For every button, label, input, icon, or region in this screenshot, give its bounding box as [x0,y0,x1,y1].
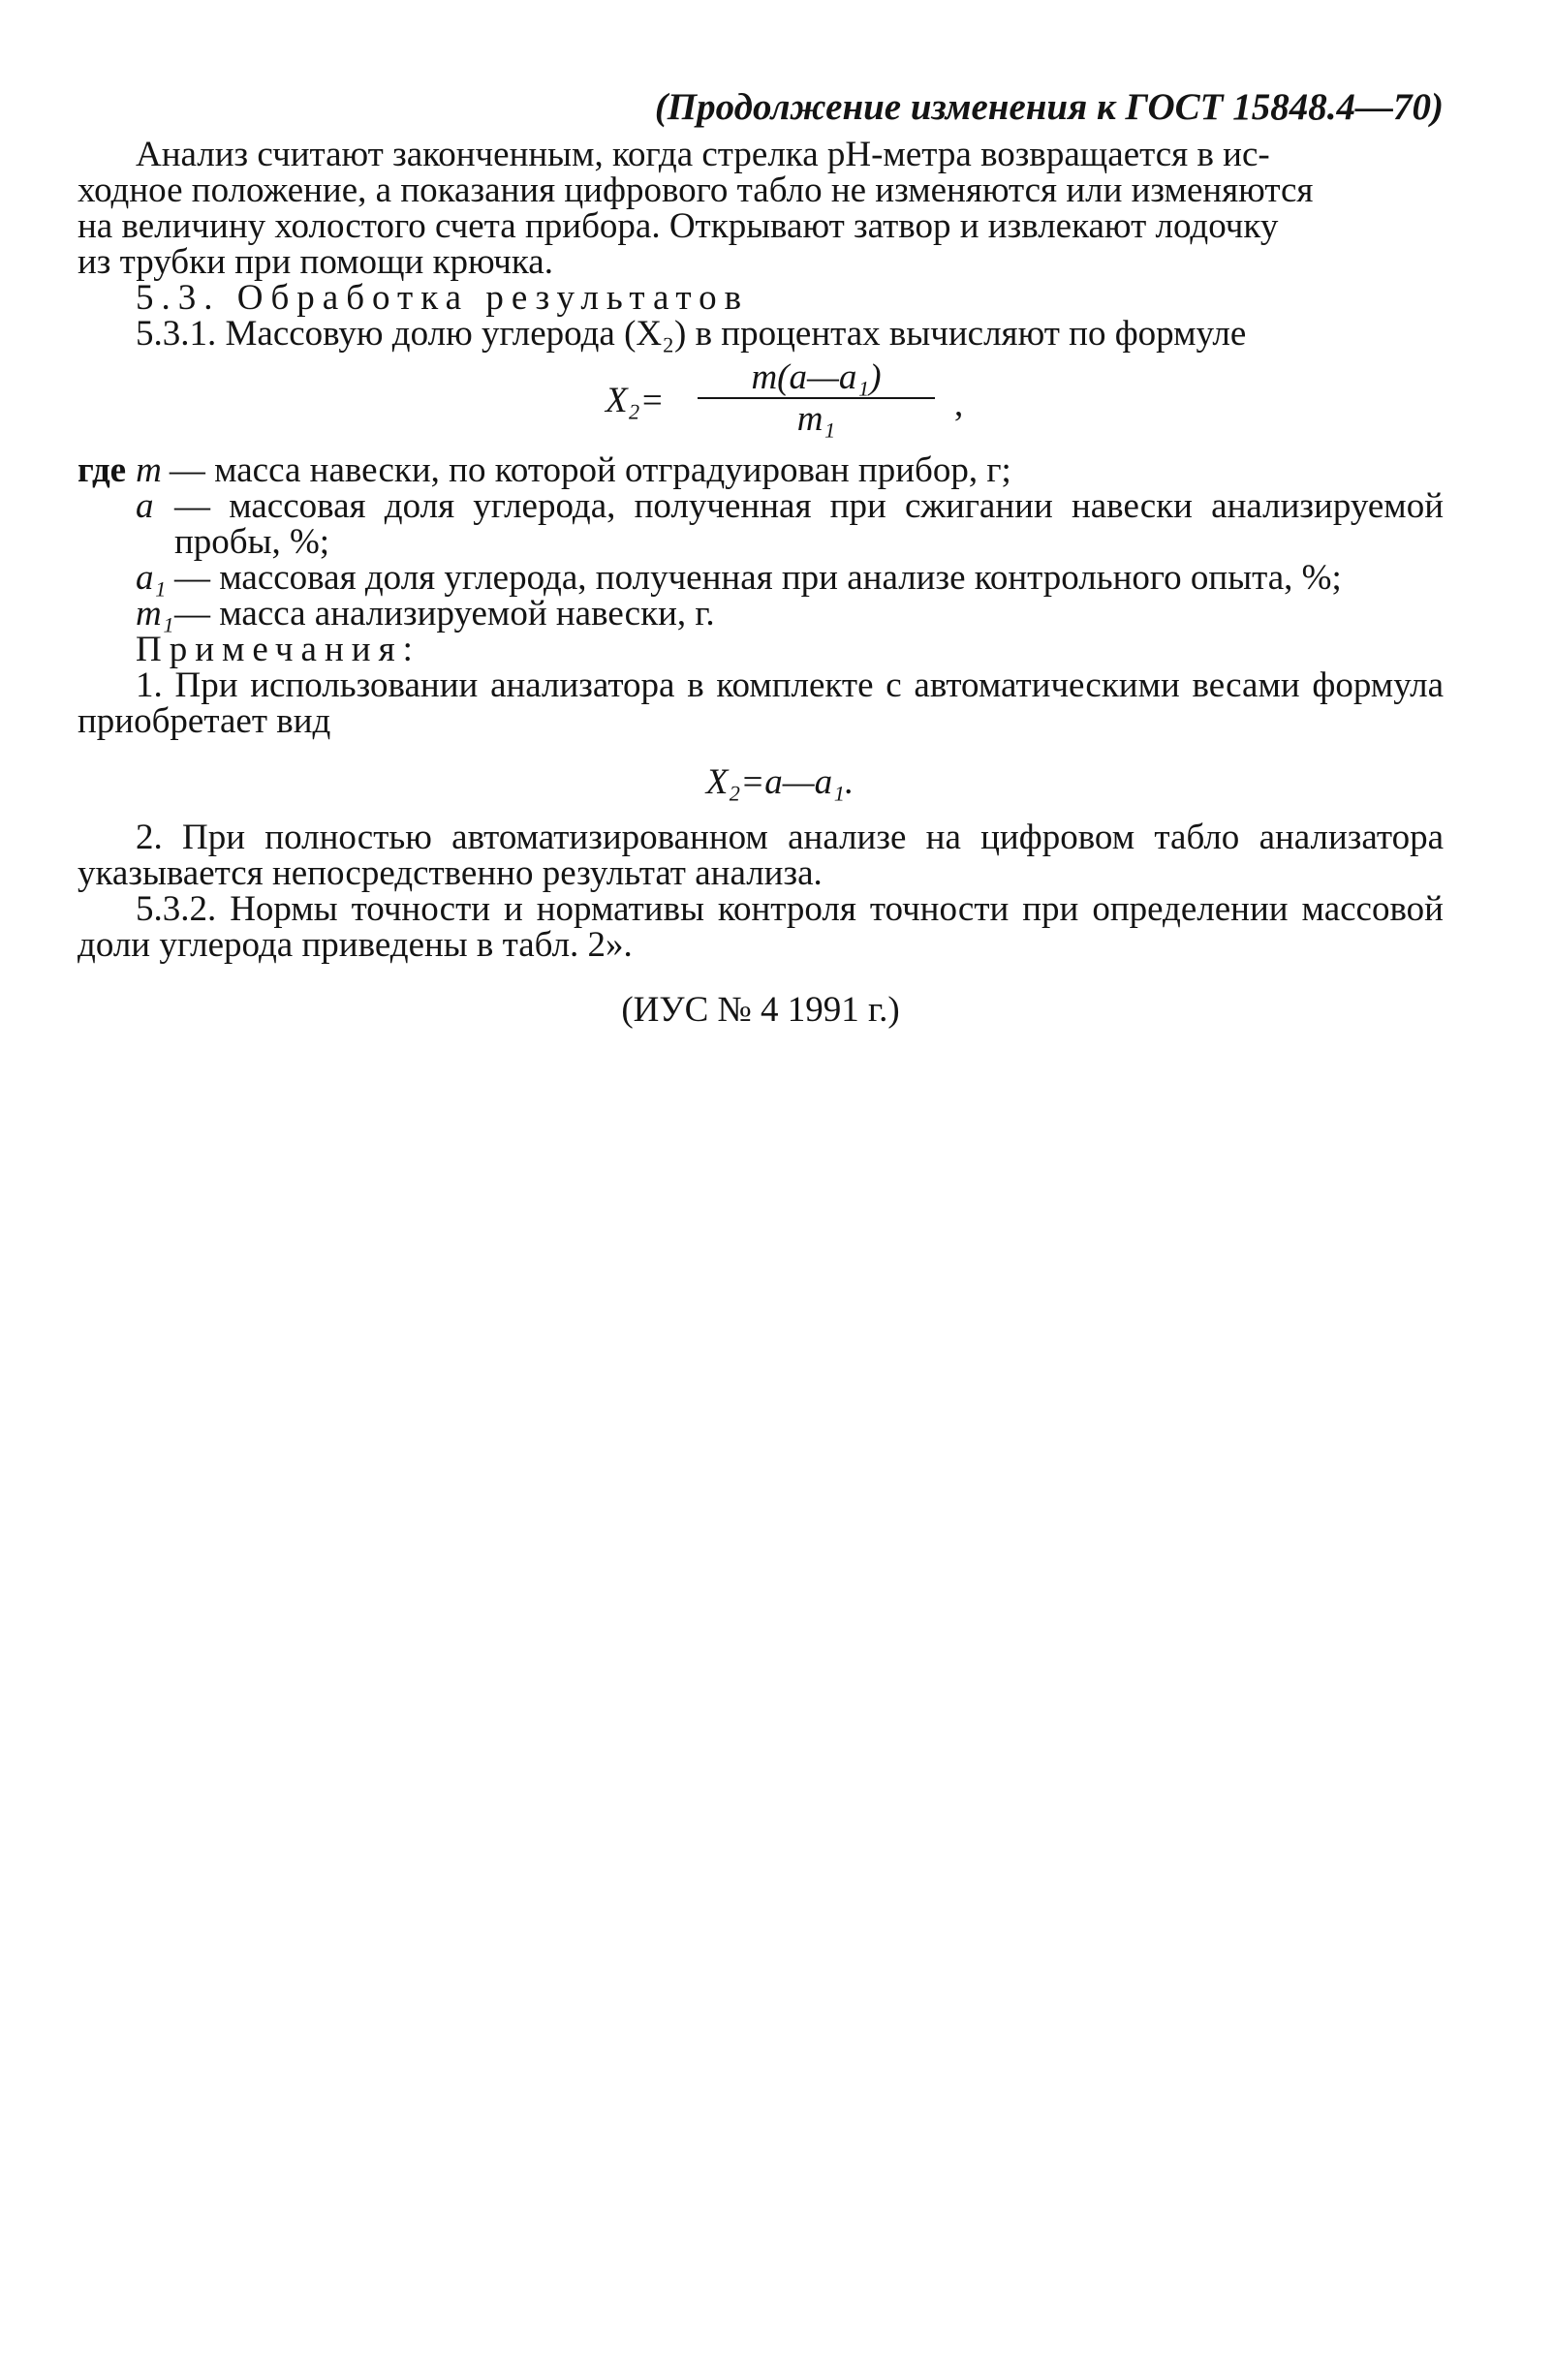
formula-denominator: m₁ [796,399,836,439]
formula-lhs: X₂= [606,381,665,420]
paragraph-analysis-end [78,137,1444,280]
definition-item [78,488,1444,560]
definition-text: — массовая доля углерода, полученная при сжигании навески анализируемой пробы, %; [174,486,1444,562]
formula-automatic-scales: X₂=a—a₁. [705,762,855,802]
paragraph-line: на величину холостого счета прибора. Открывают затвор и извлекают лодочку [78,206,1279,246]
definition-item [78,596,1444,632]
definition-symbol: m [136,450,162,490]
paragraph-5-3-2: 5.3.2. Нормы точности и нормативы контроля точности при определении массовой доли углерода приведены в табл. 2». [78,889,1444,965]
definition-text: — масса анализируемой навески, г. [174,594,715,634]
paragraph-5-3-1: 5.3.1. Массовую долю углерода (X₂) в процентах вычисляют по формуле [136,314,1247,354]
note-2: 2. При полностью автоматизированном анализе на цифровом табло анализатора указывается непосредственно результат анализа. [78,818,1444,893]
definition-symbol: a [136,486,154,526]
definition-text: — массовая доля углерода, полученная при анализе контрольного опыта, %; [174,558,1342,598]
where-word: где [78,450,127,490]
definitions-list [78,452,1444,632]
note-1: 1. При использовании анализатора в комплекте с автоматическими весами формула приобретает вид [78,665,1444,741]
paragraph-line: ходное положение, а показания цифрового табло не изменяются или изменяются [78,170,1314,210]
notes-title: Примечания: [136,630,420,669]
definition-item [78,560,1444,596]
definition-symbol: m₁ [136,594,174,634]
definition-text: — масса навески, по которой отградуирован прибор, г; [169,450,1011,490]
definition-symbol: a₁ [136,558,167,598]
definition-item [78,452,1444,488]
page-header: (Продолжение изменения к ГОСТ 15848.4—70) [654,86,1444,128]
footer-source: (ИУС № 4 1991 г.) [621,990,900,1030]
document-page [78,86,1444,1030]
formula-fraction [698,359,935,437]
formula-numerator: m(a—a₁) [751,357,882,397]
paragraph-line: Анализ считают законченным, когда стрелка pH-метра возвращается в ис- [136,135,1270,174]
formula-carbon-fraction [78,355,1444,443]
section-heading-5-3: 5.3. Обработка результатов [136,278,750,318]
paragraph-line: из трубки при помощи крючка. [78,242,553,282]
formula-comma: , [954,385,964,424]
